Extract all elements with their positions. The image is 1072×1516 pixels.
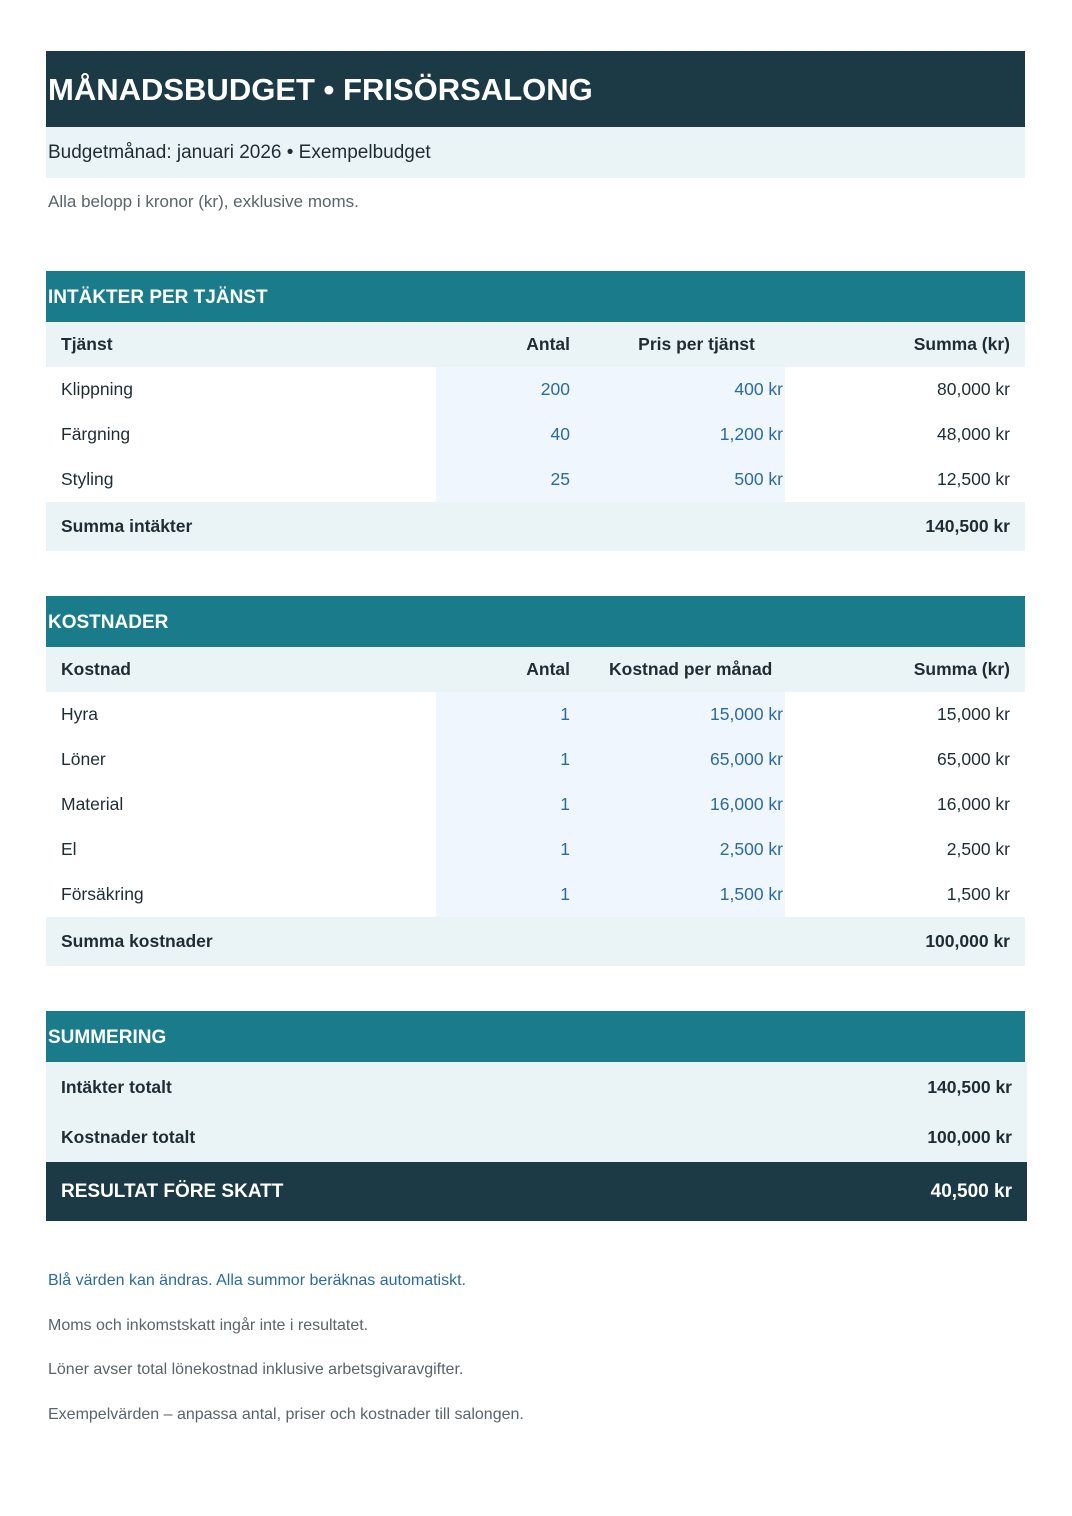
income-sum-cell: 80,000 kr xyxy=(937,379,1010,399)
cost-qty-cell[interactable]: 1 xyxy=(436,692,570,737)
table-row xyxy=(46,737,1025,782)
costs-total-label: Summa kostnader xyxy=(46,917,436,966)
summary-table xyxy=(46,1062,1027,1221)
footnote-salaries: Löner avser total lönekostnad inklusive arbetsgivaravgifter. xyxy=(48,1361,464,1379)
budget-sheet xyxy=(46,51,1025,1221)
cost-name: Hyra xyxy=(61,704,98,724)
currency-note: Alla belopp i kronor (kr), exklusive moms. xyxy=(48,192,359,211)
summary-costs-value: 100,000 kr xyxy=(787,1112,1027,1162)
income-qty-cell[interactable]: 25 xyxy=(436,457,570,502)
costs-header-row xyxy=(46,647,1025,692)
income-price-cell[interactable]: 1,200 kr xyxy=(570,412,785,457)
cost-monthly-cell[interactable]: 1,500 kr xyxy=(570,872,785,917)
cost-monthly-cell[interactable]: 65,000 kr xyxy=(570,737,785,782)
income-qty-cell[interactable]: 200 xyxy=(436,367,570,412)
costs-col-qty: Antal xyxy=(436,647,570,692)
cost-monthly-cell[interactable]: 15,000 kr xyxy=(570,692,785,737)
result-row xyxy=(46,1162,1027,1221)
costs-col-monthly: Kostnad per månad xyxy=(570,647,785,692)
cost-sum-cell: 2,500 kr xyxy=(946,839,1010,859)
costs-total-value: 100,000 kr xyxy=(785,917,1025,966)
income-service-name: Färgning xyxy=(61,424,131,444)
cost-qty-cell[interactable]: 1 xyxy=(436,827,570,872)
income-total-value: 140,500 kr xyxy=(785,502,1025,551)
costs-col-sum: Summa (kr) xyxy=(785,647,1025,692)
income-section-heading: INTÄKTER PER TJÄNST xyxy=(46,271,1025,322)
table-row xyxy=(46,457,1025,502)
income-col-price: Pris per tjänst xyxy=(570,322,785,367)
footnote-tax: Moms och inkomstskatt ingår inte i resultatet. xyxy=(48,1316,369,1334)
summary-costs-label: Kostnader totalt xyxy=(46,1112,436,1162)
cost-monthly-cell[interactable]: 2,500 kr xyxy=(570,827,785,872)
income-total-label: Summa intäkter xyxy=(46,502,436,551)
cost-monthly-cell[interactable]: 16,000 kr xyxy=(570,782,785,827)
cost-sum-cell: 16,000 kr xyxy=(937,794,1010,814)
footnotes xyxy=(48,1266,1028,1445)
footnote-editable-values: Blå värden kan ändras. Alla summor beräknas automatiskt. xyxy=(48,1272,466,1289)
costs-section-heading: KOSTNADER xyxy=(46,596,1025,647)
costs-total-row xyxy=(46,917,1025,966)
cost-qty-cell[interactable]: 1 xyxy=(436,737,570,782)
table-row xyxy=(46,872,1025,917)
cost-qty-cell[interactable]: 1 xyxy=(436,872,570,917)
page-subtitle: Budgetmånad: januari 2026 • Exempelbudget xyxy=(46,127,1025,178)
income-col-sum: Summa (kr) xyxy=(785,322,1025,367)
costs-table xyxy=(46,647,1025,966)
income-col-qty: Antal xyxy=(436,322,570,367)
result-label: RESULTAT FÖRE SKATT xyxy=(46,1162,436,1221)
income-sum-cell: 48,000 kr xyxy=(937,424,1010,444)
summary-section-heading: SUMMERING xyxy=(46,1011,1025,1062)
page-title: MÅNADSBUDGET • FRISÖRSALONG xyxy=(46,51,1025,127)
income-service-name: Styling xyxy=(61,469,114,489)
cost-name: El xyxy=(61,839,77,859)
cost-name: Försäkring xyxy=(61,884,144,904)
table-row xyxy=(46,367,1025,412)
table-row xyxy=(46,412,1025,457)
income-sum-cell: 12,500 kr xyxy=(937,469,1010,489)
cost-name: Material xyxy=(61,794,124,814)
result-value: 40,500 kr xyxy=(787,1162,1027,1221)
income-price-cell[interactable]: 500 kr xyxy=(570,457,785,502)
income-qty-cell[interactable]: 40 xyxy=(436,412,570,457)
summary-income-label: Intäkter totalt xyxy=(46,1062,436,1112)
cost-sum-cell: 65,000 kr xyxy=(937,749,1010,769)
summary-income-value: 140,500 kr xyxy=(787,1062,1027,1112)
income-price-cell[interactable]: 400 kr xyxy=(570,367,785,412)
income-table xyxy=(46,322,1025,551)
table-row xyxy=(46,782,1025,827)
cost-name: Löner xyxy=(61,749,106,769)
cost-qty-cell[interactable]: 1 xyxy=(436,782,570,827)
table-row xyxy=(46,827,1025,872)
footnote-example-values: Exempelvärden – anpassa antal, priser och kostnader till salongen. xyxy=(48,1406,524,1424)
income-service-name: Klippning xyxy=(61,379,133,399)
costs-col-name: Kostnad xyxy=(46,647,436,692)
income-header-row xyxy=(46,322,1025,367)
summary-costs-row xyxy=(46,1112,1027,1162)
summary-income-row xyxy=(46,1062,1027,1112)
income-col-service: Tjänst xyxy=(46,322,436,367)
table-row xyxy=(46,692,1025,737)
cost-sum-cell: 15,000 kr xyxy=(937,704,1010,724)
cost-sum-cell: 1,500 kr xyxy=(946,884,1010,904)
income-total-row xyxy=(46,502,1025,551)
